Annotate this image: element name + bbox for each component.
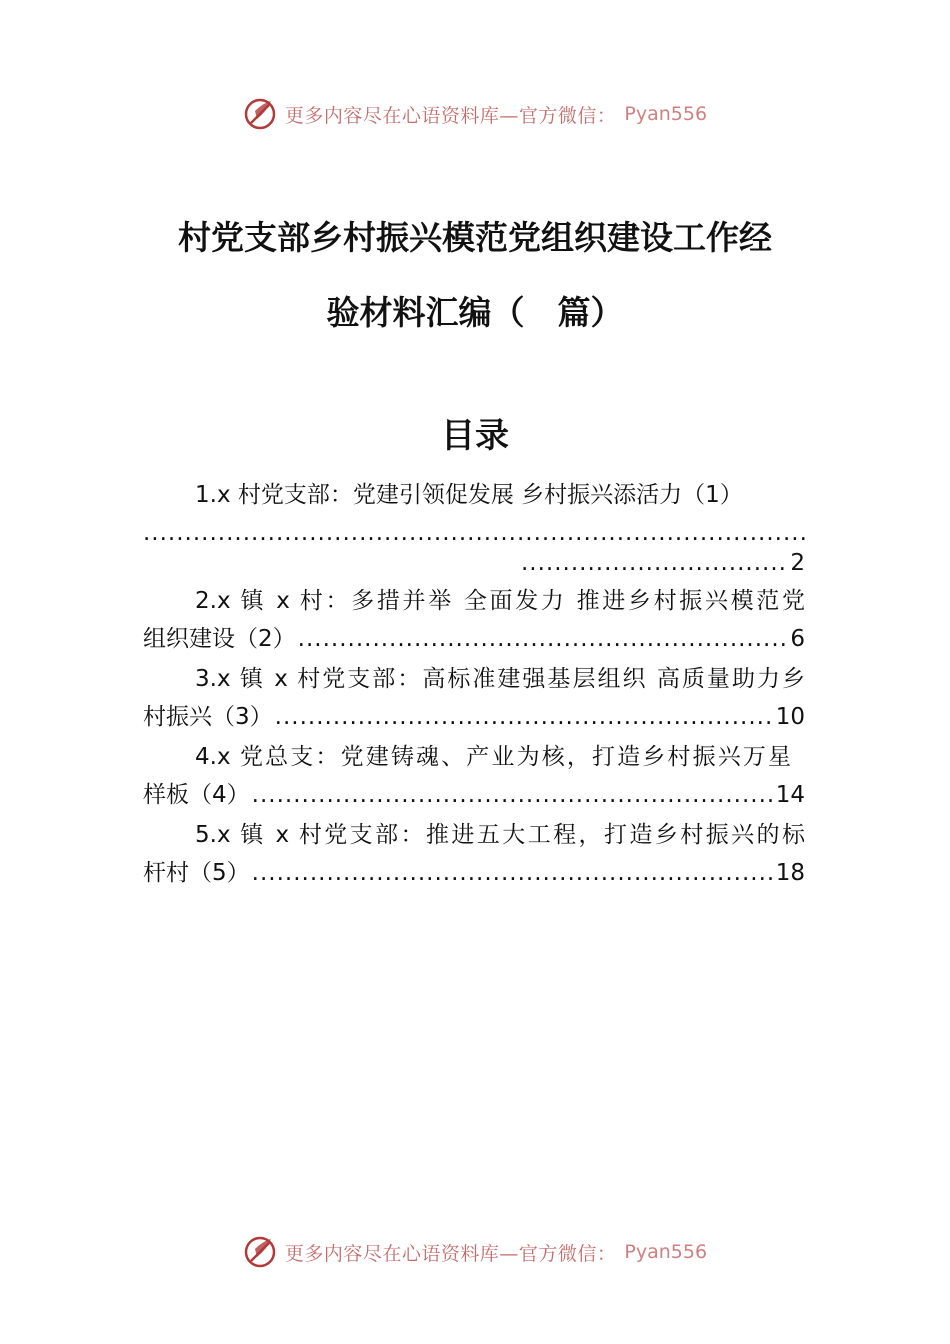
toc-heading: 目录 (441, 416, 509, 456)
toc-item-1-leader (521, 544, 788, 582)
quill-logo-icon (243, 1235, 277, 1269)
toc-item-4-row[interactable] (143, 776, 805, 814)
toc-item-1-page-row[interactable] (143, 544, 805, 582)
document-title-line-2: 验材料汇编（ 篇） (326, 293, 624, 332)
toc-item-1-title[interactable]: 1.x 村党支部：党建引领促发展 乡村振兴添活力（1） (195, 482, 743, 508)
toc-item-3-row[interactable] (143, 698, 805, 736)
document-title-line-1: 村党支部乡村振兴模范党组织建设工作经 (178, 218, 772, 257)
banner-text: 更多内容尽在心语资料库—官方微信： (284, 1242, 617, 1265)
toc-item-1-page: 2 (790, 550, 805, 576)
toc-item-4-leader (252, 776, 774, 814)
header-banner (0, 94, 950, 134)
toc-item-2-leader (298, 620, 789, 658)
toc-item-2-row[interactable] (143, 620, 805, 658)
toc-item-5-leader (252, 854, 774, 892)
toc-item-3-leader (275, 698, 774, 736)
toc-item-2-page: 6 (790, 626, 805, 652)
banner-text: 更多内容尽在心语资料库—官方微信： (284, 104, 617, 127)
toc-item-5-title-cont: 杆村（5） (143, 860, 250, 886)
toc-item-5-title[interactable]: 5.x 镇 x 村党支部：推进五大工程，打造乡村振兴的标 (195, 822, 805, 848)
toc-item-5-page: 18 (775, 860, 805, 886)
footer-banner (0, 1232, 950, 1272)
toc-item-2-title[interactable]: 2.x 镇 x 村：多措并举 全面发力 推进乡村振兴模范党 (195, 588, 805, 614)
toc-item-3-title[interactable]: 3.x 镇 x 村党支部：高标准建强基层组织 高质量助力乡 (195, 666, 805, 692)
toc-item-2-title-cont: 组织建设（2） (143, 626, 296, 652)
toc-item-3-page: 10 (775, 704, 805, 730)
toc-item-4-page: 14 (775, 782, 805, 808)
toc-item-3-title-cont: 村振兴（3） (143, 704, 273, 730)
toc-item-4-title-cont: 样板（4） (143, 782, 250, 808)
toc-item-4-title[interactable]: 4.x 党总支：党建铸魂、产业为核，打造乡村振兴万星 (195, 744, 791, 770)
quill-logo-icon (243, 97, 277, 131)
toc-item-5-row[interactable] (143, 854, 805, 892)
banner-wechat-id: Pyan556 (624, 103, 708, 125)
banner-wechat-id: Pyan556 (624, 1241, 708, 1263)
